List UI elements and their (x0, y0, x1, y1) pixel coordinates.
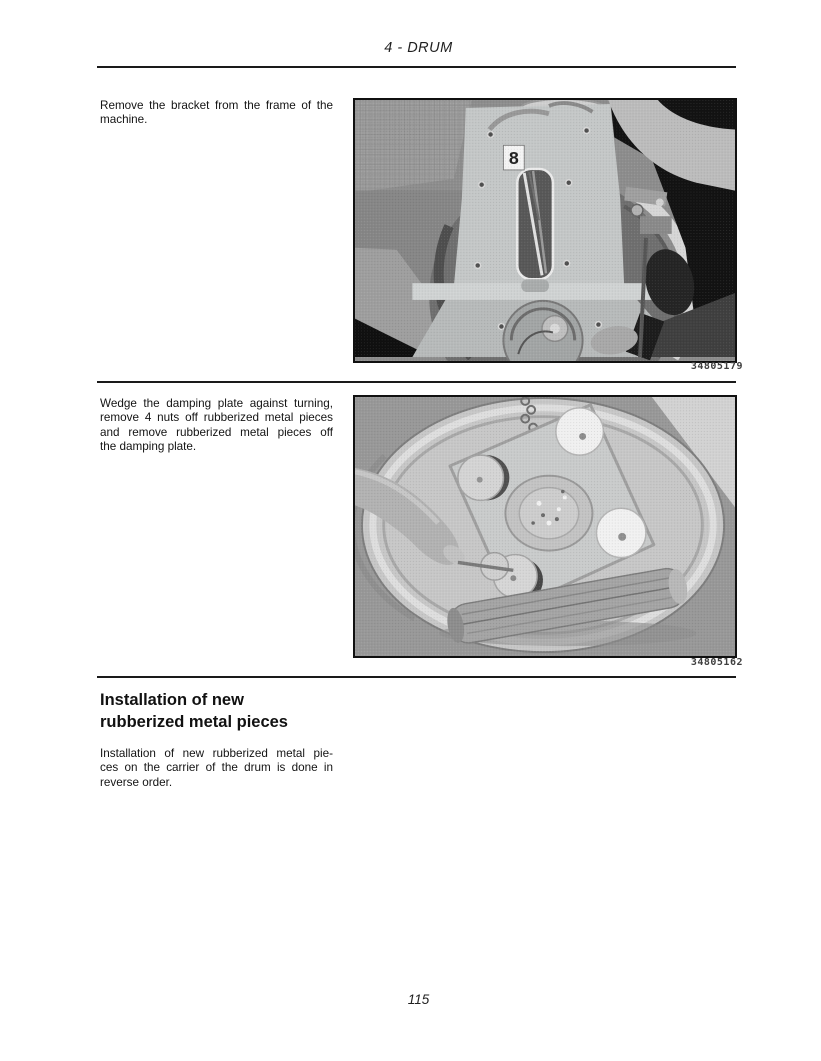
text-line: machine. (100, 113, 148, 127)
photo-2-id: 34805162 (690, 657, 743, 668)
text-line: Installation of new (100, 691, 244, 709)
text-line: Remove the bracket from the frame of the (100, 99, 333, 112)
part-tag-number: 8 (508, 148, 519, 169)
photo-drum-interior-image (355, 397, 735, 656)
subsection-body (100, 747, 333, 790)
text-line: the damping plate. (100, 440, 197, 454)
text-line: Installation of new rubberized metal pie- (100, 747, 333, 760)
page-number: 115 (407, 992, 430, 1007)
text-line: Wedge the damping plate against turning, (100, 397, 333, 410)
text-line: and remove rubberized metal pieces off (100, 425, 333, 439)
section-divider (97, 381, 736, 383)
text-line: remove 4 nuts off rubberized metal pieces (100, 411, 333, 425)
photo-bracket-removal (353, 98, 737, 363)
step-1-instruction (100, 99, 333, 128)
text-line: reverse order. (100, 775, 173, 789)
text-line: ces on the carrier of the drum is done in (100, 761, 333, 775)
subsection-heading (100, 690, 360, 733)
page-title: 4 - DRUM (384, 40, 453, 56)
header-rule (97, 66, 736, 68)
photo-1-id: 34805179 (690, 361, 743, 372)
subsection-divider (97, 676, 736, 678)
step-2-instruction (100, 397, 333, 455)
photo-drum-interior (353, 395, 737, 658)
text-line: rubberized metal pieces (100, 712, 288, 731)
photo-bracket-removal-image (355, 100, 735, 361)
